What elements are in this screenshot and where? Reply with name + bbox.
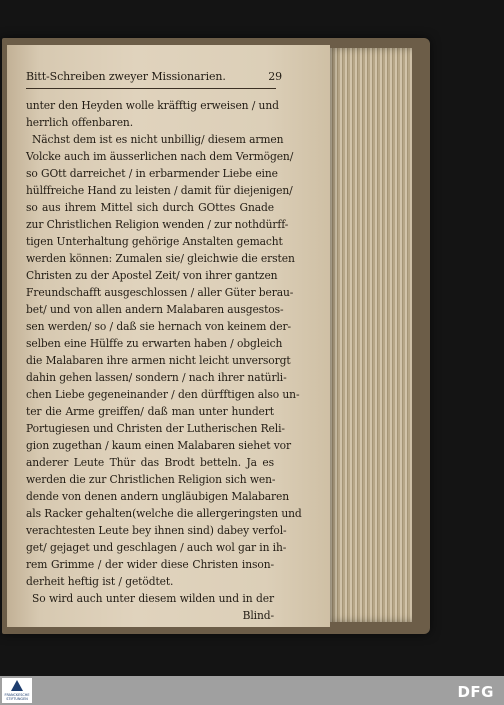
text-line: Freundschafft ausgeschlossen / aller Güter berau- (26, 286, 294, 299)
text-line: dahin gehen lassen/ sondern / nach ihrer natürli- (26, 371, 287, 384)
text-line: so GOtt darreichet / in erbarmender Liebe eine (26, 167, 278, 180)
text-line: selben eine Hülffe zu erwarten haben / obgleich (26, 337, 283, 350)
dfg-logo[interactable]: DFG (457, 683, 494, 701)
eagle-icon (11, 680, 23, 691)
text-line: dende von denen andern ungläubigen Malabaren (26, 490, 290, 503)
text-line: bet/ und von allen andern Malabaren ausgestos- (26, 303, 284, 316)
text-block (26, 68, 302, 624)
header-rule (26, 88, 276, 89)
text-line: ter die Arme greiffen/ daß man unter hundert (26, 405, 274, 418)
text-line: chen Liebe gegeneinander / den dürfftigen also un- (26, 388, 300, 401)
body-text (26, 97, 302, 624)
text-line: Christen zu der Apostel Zeit/ von ihrer gantzen (26, 269, 278, 282)
running-title: Bitt-Schreiben zweyer Missionarien. (26, 70, 226, 83)
text-line: unter den Heyden wolle kräfftig erweisen / und (26, 99, 279, 112)
text-line: rem Grimme / der wider diese Christen inson- (26, 558, 274, 571)
text-line: Volcke auch im äusserlichen nach dem Vermögen/ (26, 150, 294, 163)
text-line: werden die zur Christlichen Religion sich wen- (26, 473, 276, 486)
text-line: Nächst dem ist es nicht unbillig/ diesem armen (32, 133, 284, 146)
text-line: so aus ihrem Mittel sich durch GOttes Gnade (26, 201, 274, 214)
library-name: FRANCKESCHE STIFTUNGEN (4, 693, 30, 701)
text-line: gion zugethan / kaum einen Malabaren siehet vor (26, 439, 292, 452)
page-edges (328, 48, 412, 622)
library-logo[interactable] (2, 678, 32, 703)
page-number: 29 (268, 70, 282, 83)
text-line: herrlich offenbaren. (26, 116, 134, 129)
text-line: verachtesten Leute bey ihnen sind) dabey verfol- (26, 524, 287, 537)
running-head (26, 68, 282, 88)
text-line: derheit heftig ist / getödtet. (26, 575, 174, 588)
text-line: anderer Leute Thür das Brodt betteln. Ja es (26, 456, 274, 469)
text-line: Portugiesen und Christen der Lutherischen Reli- (26, 422, 285, 435)
text-line: get/ gejaget und geschlagen / auch wol gar in ih- (26, 541, 287, 554)
viewer-footer-bar (0, 676, 504, 705)
text-line: tigen Unterhaltung gehörige Anstalten gemacht (26, 235, 283, 248)
text-line: sen werden/ so / daß sie hernach von keinem der- (26, 320, 292, 333)
text-line: werden können: Zumalen sie/ gleichwie die ersten (26, 252, 295, 265)
text-line: zur Christlichen Religion wenden / zur nothdürff- (26, 218, 289, 231)
catchword: Blind- (242, 609, 274, 622)
text-line: hülffreiche Hand zu leisten / damit für diejenigen/ (26, 184, 293, 197)
text-line: So wird auch unter diesem wilden und in der (32, 592, 274, 605)
text-line: die Malabaren ihre armen nicht leicht unversorgt (26, 354, 291, 367)
text-line: als Racker gehalten(welche die allergeringsten und (26, 507, 302, 520)
